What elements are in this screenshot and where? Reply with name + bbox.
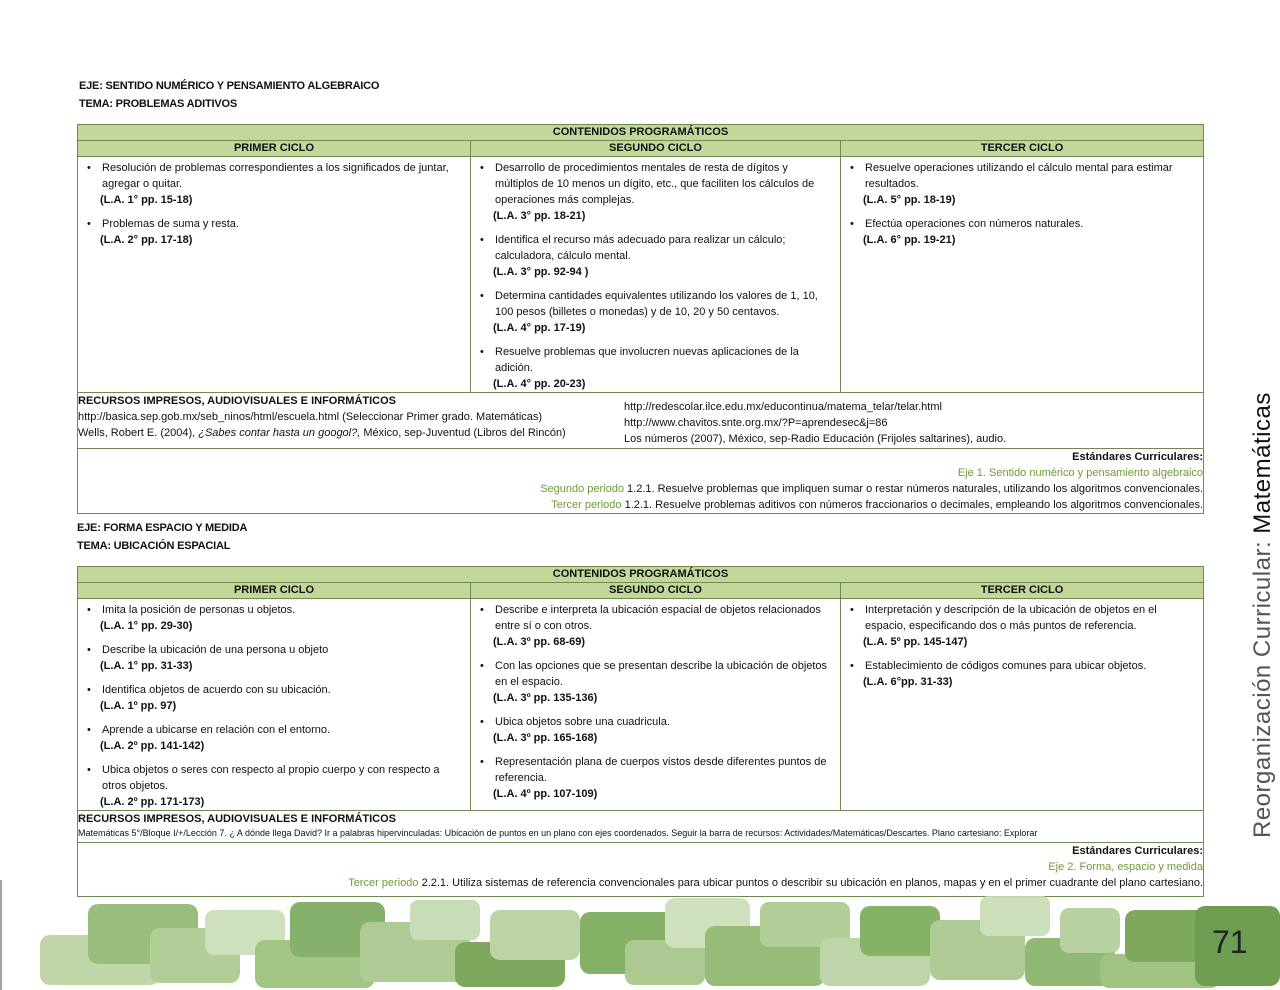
list-item: • Ubica objetos o seres con respecto al propio cuerpo y con respecto a otros objetos. (L.A. 2º pp. 171-173) (86, 762, 464, 810)
book-reference: (L.A. 3º pp. 68-69) (493, 636, 586, 648)
book-reference: (L.A. 3° pp. 18-21) (493, 210, 586, 222)
tema-heading-2: TEMA: UBICACIÓN ESPACIAL (77, 540, 231, 552)
resources-title: RECURSOS IMPRESOS, AUDIOVISUALES E INFORMÁTICOS (78, 813, 397, 825)
book-reference: (L.A. 5º pp. 145-147) (863, 636, 968, 648)
table-title: CONTENIDOS PROGRAMÁTICOS (78, 125, 1204, 141)
column-header-segundo: SEGUNDO CICLO (471, 141, 841, 157)
decorative-green-blocks (0, 880, 1280, 990)
book-reference: (L.A. 4° pp. 17-19) (493, 322, 586, 334)
content-table-1 (77, 124, 1204, 514)
list-item: • Ubica objetos sobre una cuadricula. (L.A. 3º pp. 165-168) (479, 714, 834, 746)
list-item: • Representación plana de cuerpos vistos desde diferentes puntos de referencia. (L.A. 4º pp. 107-109) (479, 754, 834, 802)
table-title: CONTENIDOS PROGRAMÁTICOS (78, 567, 1204, 583)
column-header-tercer: TERCER CICLO (841, 583, 1204, 599)
side-title-prefix: Reorganización Curricular: (1249, 533, 1276, 838)
page-number: 71 (1212, 924, 1248, 960)
list-item: • Resuelve operaciones utilizando el cálculo mental para estimar resultados. (L.A. 5° pp. 18-19) (849, 160, 1197, 208)
standards-title: Estándares Curriculares: (1072, 845, 1204, 857)
column-header-primer: PRIMER CICLO (78, 583, 471, 599)
content-table-2 (77, 566, 1204, 897)
resource-link[interactable]: http://basica.sep.gob.mx/seb_ninos/html/escuela.html (Seleccionar Primer grado. Matemáticas) (78, 411, 543, 423)
column-header-segundo: SEGUNDO CICLO (471, 583, 841, 599)
book-reference: (L.A. 4º pp. 107-109) (493, 788, 598, 800)
standard-period: Tercer periodo 2.2.1. Utiliza sistemas de referencia convencionales para ubicar puntos o describir su ubicación en planos, mapas y en el primer cuadrante del plano cartesiano. (348, 877, 1204, 889)
book-reference: (L.A. 1° pp. 31-33) (100, 660, 193, 672)
book-reference: (L.A. 2° pp. 17-18) (100, 234, 193, 246)
resources-cell (78, 393, 1204, 449)
book-reference: (L.A. 1° pp. 29-30) (100, 620, 193, 632)
book-reference: (L.A. 3° pp. 92-94 ) (493, 266, 589, 278)
primer-ciclo-cell (78, 157, 471, 393)
book-reference: (L.A. 3º pp. 165-168) (493, 732, 598, 744)
resource-book: Wells, Robert E. (2004), ¿Sabes contar hasta un googol?, México, sep-Juventud (Libros del Rincón) (78, 427, 566, 439)
list-item: • Con las opciones que se presentan describe la ubicación de objetos en el espacio. (L.A. 3º pp. 135-136) (479, 658, 834, 706)
primer-ciclo-cell (78, 599, 471, 811)
column-header-tercer: TERCER CICLO (841, 141, 1204, 157)
tema-heading-1: TEMA: PROBLEMAS ADITIVOS (79, 98, 237, 110)
list-item: • Imita la posición de personas u objetos. (L.A. 1° pp. 29-30) (86, 602, 464, 634)
standards-eje: Eje 2. Forma, espacio y medida (1048, 861, 1204, 873)
resource-audio: Los números (2007), México, sep-Radio Educación (Frijoles saltarines), audio. (624, 433, 1007, 445)
column-header-primer: PRIMER CICLO (78, 141, 471, 157)
resource-lesson: Matemáticas 5°/Bloque I/+/Lección 7. ¿ A dónde llega David? Ir a palabras hipervinculadas: Ubicación de puntos en un plano con ejes coordenados. Seguir la barra de recursos: Actividades/Matemáticas/Descartes. Plano cartesiano: Explorar (78, 828, 1038, 838)
list-item: • Desarrollo de procedimientos mentales de resta de dígitos y múltiplos de 10 menos un dígito, etc., que faciliten los cálculos de operaciones más complejas. (L.A. 3° pp. 18-21) (479, 160, 834, 224)
eje-heading-2: EJE: FORMA ESPACIO Y MEDIDA (77, 522, 248, 534)
list-item: • Problemas de suma y resta. (L.A. 2° pp. 17-18) (86, 216, 464, 248)
book-reference: (L.A. 6° pp. 19-21) (863, 234, 956, 246)
list-item: • Interpretación y descripción de la ubicación de objetos en el espacio, especificando dos o más puntos de referencia. (L.A. 5º pp. 145-147) (849, 602, 1197, 650)
list-item: • Establecimiento de códigos comunes para ubicar objetos. (L.A. 6°pp. 31-33) (849, 658, 1197, 690)
list-item: • Resolución de problemas correspondientes a los significados de juntar, agregar o quitar. (L.A. 1° pp. 15-18) (86, 160, 464, 208)
list-item: • Determina cantidades equivalentes utilizando los valores de 1, 10, 100 pesos (billetes o monedas) y de 10, 20 y 50 centavos. (L.A. 4° pp. 17-19) (479, 288, 834, 336)
book-reference: (L.A. 2º pp. 171-173) (100, 796, 205, 808)
book-reference: (L.A. 6°pp. 31-33) (863, 676, 953, 688)
resources-cell (78, 811, 1204, 843)
standards-cell (78, 449, 1204, 514)
segundo-ciclo-cell (471, 157, 841, 393)
list-item: • Aprende a ubicarse en relación con el entorno. (L.A. 2º pp. 141-142) (86, 722, 464, 754)
book-reference: (L.A. 5° pp. 18-19) (863, 194, 956, 206)
list-item: • Resuelve problemas que involucren nuevas aplicaciones de la adición. (L.A. 4° pp. 20-23) (479, 344, 834, 392)
resource-link[interactable]: http://redescolar.ilce.edu.mx/educontinua/matema_telar/telar.html (624, 401, 942, 413)
standard-period: Segundo periodo 1.2.1. Resuelve problemas que impliquen sumar o restar números naturales, utilizando los algoritmos convencionales. (540, 483, 1204, 495)
list-item: • Describe la ubicación de una persona u objeto (L.A. 1° pp. 31-33) (86, 642, 464, 674)
book-reference: (L.A. 1° pp. 15-18) (100, 194, 193, 206)
resource-link[interactable]: http://www.chavitos.snte.org.mx/?P=aprendesec&j=86 (624, 417, 888, 429)
list-item: • Efectúa operaciones con números naturales. (L.A. 6° pp. 19-21) (849, 216, 1197, 248)
segundo-ciclo-cell (471, 599, 841, 811)
list-item: • Identifica el recurso más adecuado para realizar un cálculo; calculadora, cálculo mental. (L.A. 3° pp. 92-94 ) (479, 232, 834, 280)
resources-title: RECURSOS IMPRESOS, AUDIOVISUALES E INFORMÁTICOS (78, 395, 397, 407)
side-title-subject: Matemáticas (1249, 392, 1276, 534)
standard-period: Tercer periodo 1.2.1. Resuelve problemas aditivos con números fraccionarios o decimales, empleando los algoritmos convencionales. (551, 499, 1204, 511)
list-item: • Identifica objetos de acuerdo con su ubicación. (L.A. 1º pp. 97) (86, 682, 464, 714)
standards-eje: Eje 1. Sentido numérico y pensamiento algebraico (957, 467, 1204, 479)
side-title (1249, 392, 1277, 838)
book-reference: (L.A. 3º pp. 135-136) (493, 692, 598, 704)
book-reference: (L.A. 4° pp. 20-23) (493, 378, 586, 390)
book-reference: (L.A. 1º pp. 97) (100, 700, 177, 712)
tercer-ciclo-cell (841, 157, 1204, 393)
eje-heading-1: EJE: SENTIDO NUMÉRICO Y PENSAMIENTO ALGEBRAICO (79, 80, 380, 92)
tercer-ciclo-cell (841, 599, 1204, 811)
list-item: • Describe e interpreta la ubicación espacial de objetos relacionados entre sí o con otros. (L.A. 3º pp. 68-69) (479, 602, 834, 650)
standards-title: Estándares Curriculares: (1072, 451, 1204, 463)
book-reference: (L.A. 2º pp. 141-142) (100, 740, 205, 752)
